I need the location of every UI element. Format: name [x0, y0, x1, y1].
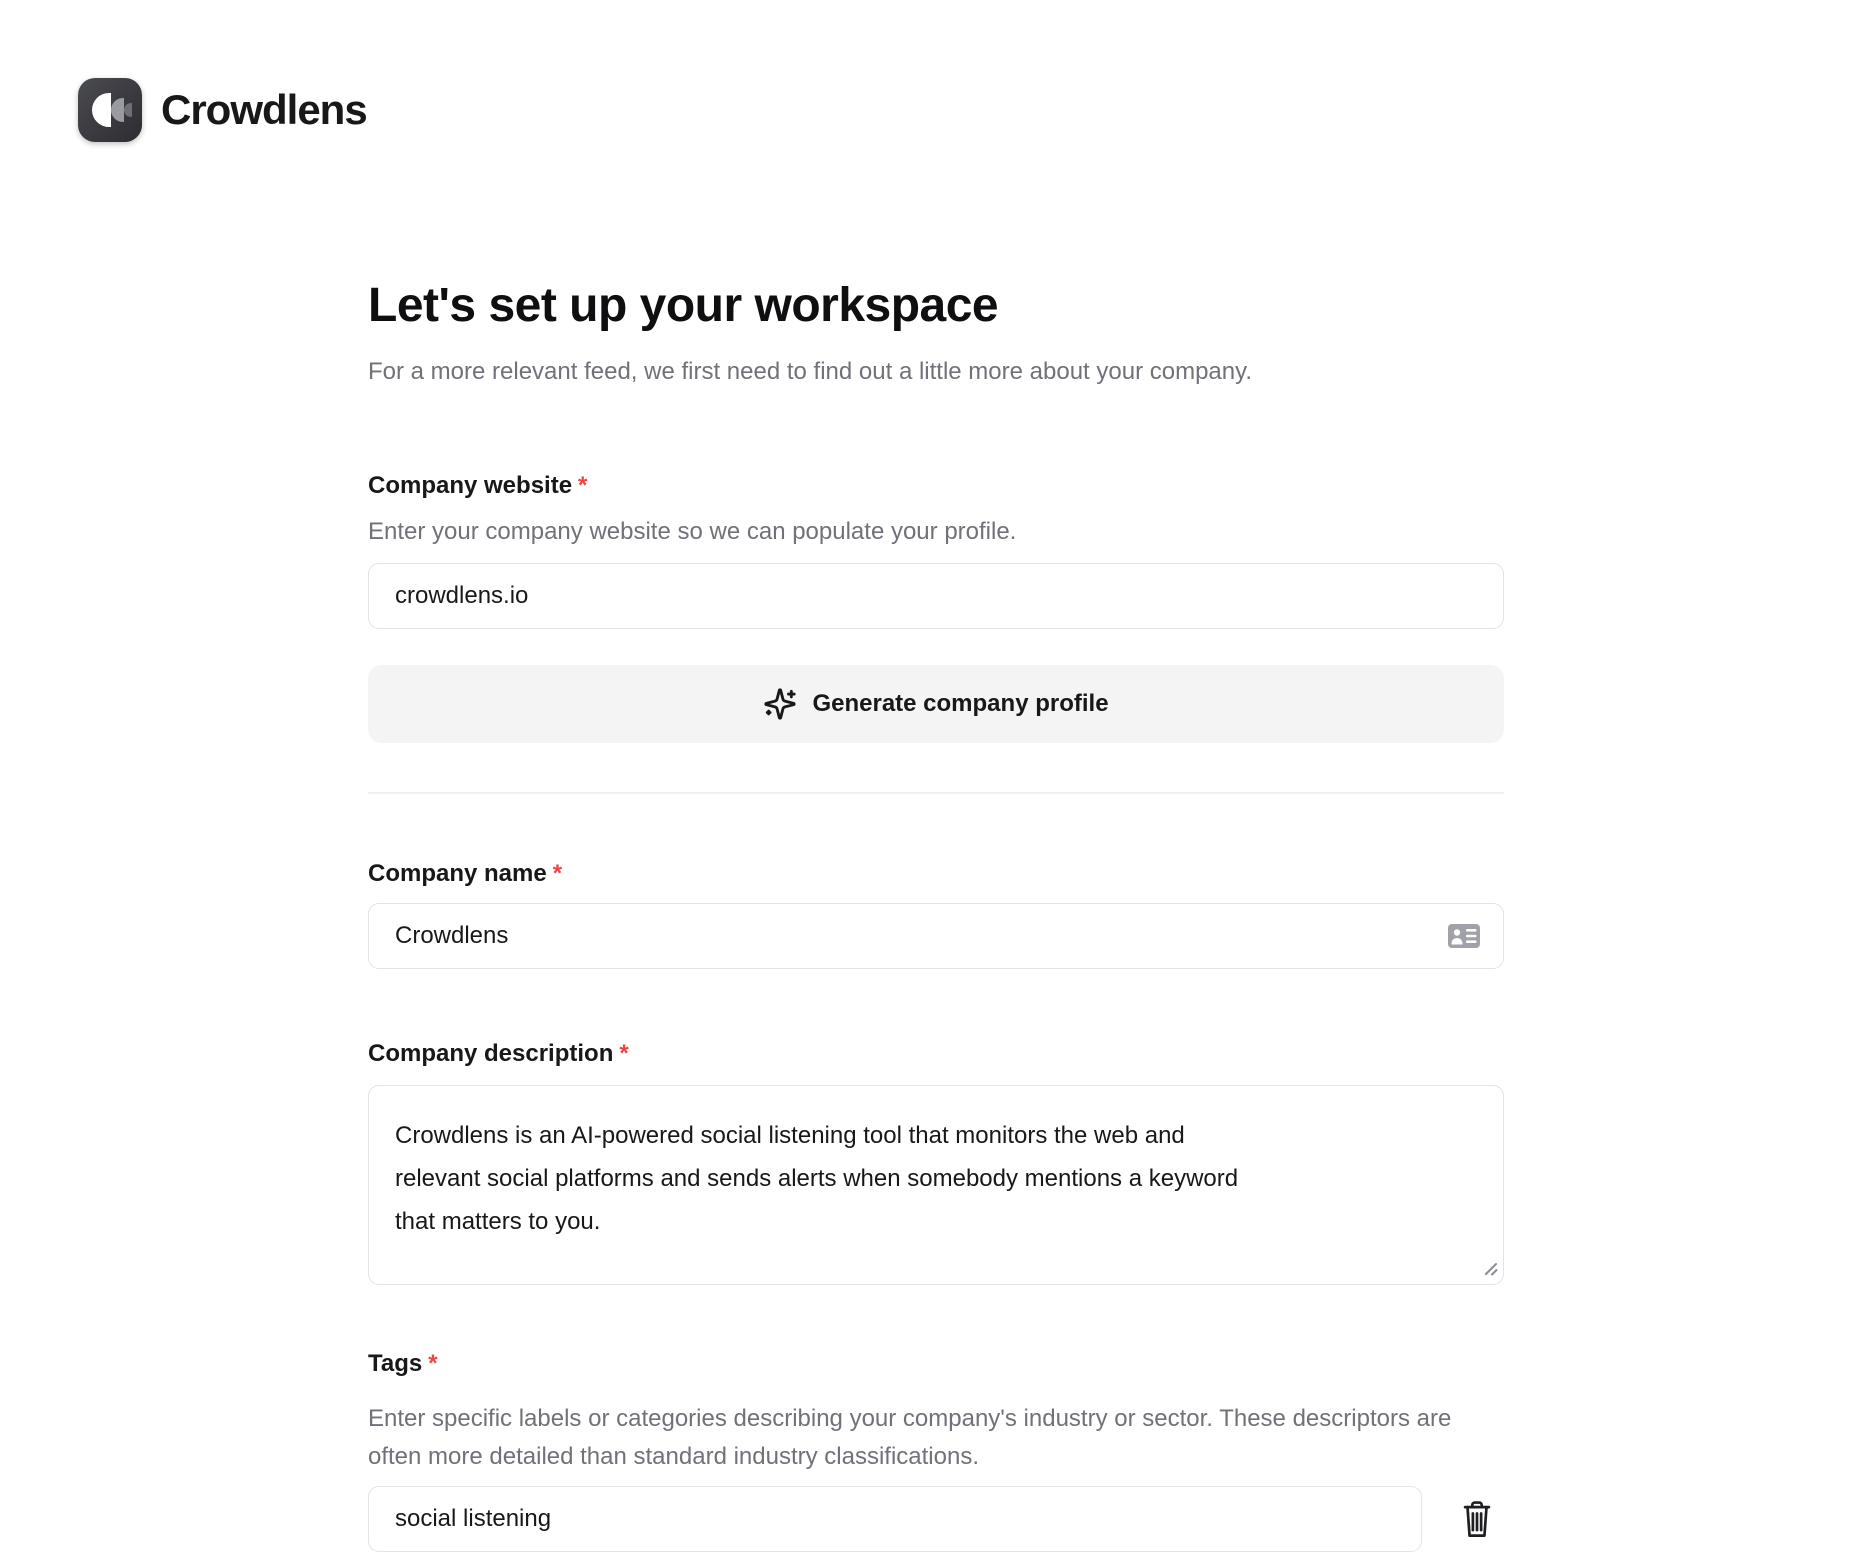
logo-lens-shape-medium	[111, 98, 124, 122]
page-title: Let's set up your workspace	[368, 279, 999, 332]
resize-handle-icon[interactable]	[1482, 1260, 1499, 1282]
company-description-textarea[interactable]	[368, 1085, 1504, 1285]
tags-label-text: Tags	[368, 1350, 423, 1377]
company-name-group	[368, 859, 1504, 969]
section-divider	[368, 792, 1504, 794]
generate-button-label: Generate company profile	[812, 690, 1109, 717]
company-website-helper: Enter your company website so we can populate your profile.	[368, 518, 1017, 545]
company-website-label	[368, 471, 1504, 501]
page-subtitle: For a more relevant feed, we first need to find out a little more about your company.	[368, 358, 1253, 385]
company-website-input[interactable]	[368, 563, 1504, 629]
company-description-group	[368, 1039, 1504, 1290]
required-asterisk: *	[619, 1040, 629, 1067]
tags-label	[368, 1349, 1504, 1379]
required-asterisk: *	[552, 860, 563, 887]
company-name-label	[368, 859, 1504, 889]
delete-tag-button[interactable]	[1455, 1487, 1499, 1551]
company-website-label-text: Company website	[368, 472, 573, 499]
required-asterisk: *	[428, 1350, 438, 1377]
company-description-label-text: Company description	[368, 1040, 614, 1067]
trash-icon	[1458, 1498, 1496, 1540]
generate-company-profile-button[interactable]	[368, 665, 1504, 743]
company-description-label	[368, 1039, 1504, 1069]
tag-row	[368, 1486, 1504, 1552]
tags-group	[368, 1349, 1504, 1552]
app-header	[78, 78, 367, 142]
logo-lens-shape-small	[124, 103, 132, 117]
logo-lens-shape-large	[92, 93, 111, 127]
tag-input[interactable]	[368, 1486, 1422, 1552]
company-name-input[interactable]	[368, 903, 1504, 969]
tags-helper: Enter specific labels or categories describing your company's industry or sector. These descriptors are often more detailed than standard industry classifications.	[368, 1405, 1452, 1470]
crowdlens-logo-icon	[78, 78, 142, 142]
required-asterisk: *	[578, 472, 588, 499]
company-website-group	[368, 471, 1504, 743]
brand-wordmark: Crowdlens	[161, 86, 367, 133]
company-name-label-text: Company name	[368, 860, 547, 887]
workspace-setup-form	[368, 0, 1504, 1552]
sparkles-icon	[763, 687, 797, 721]
